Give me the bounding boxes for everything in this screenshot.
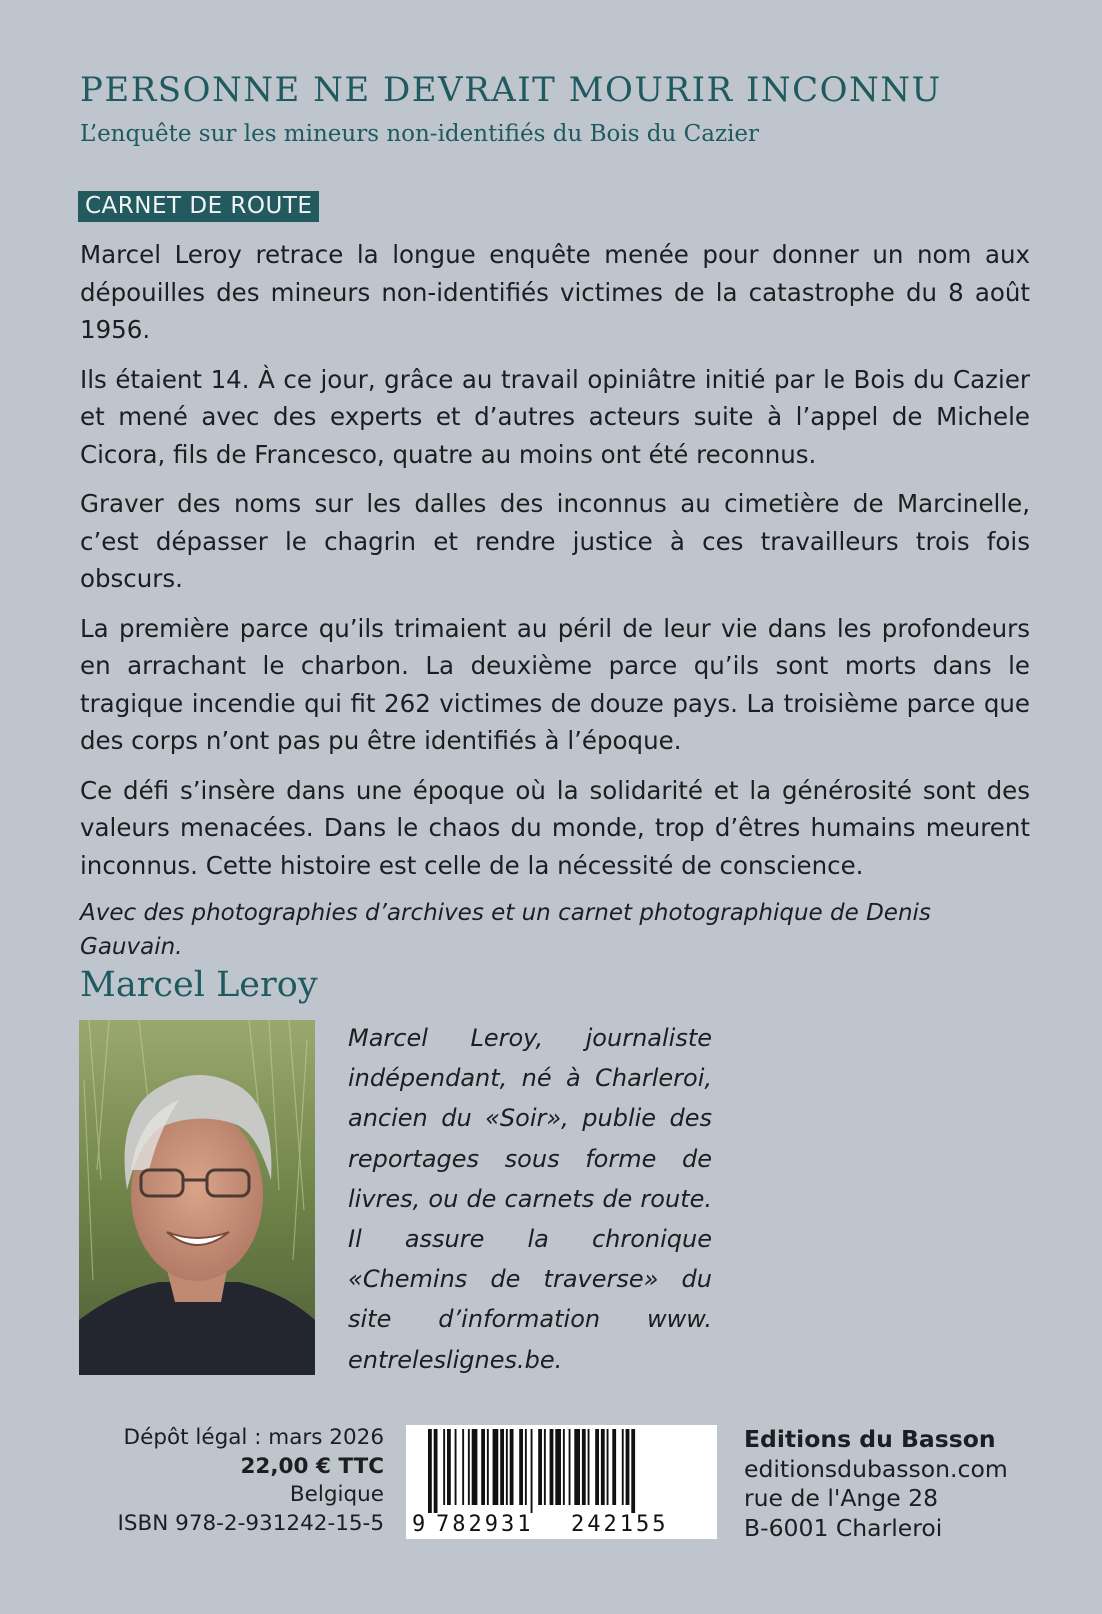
- barcode-bar: [544, 1429, 546, 1505]
- publisher-name: Editions du Basson: [744, 1425, 996, 1453]
- barcode-bar: [455, 1429, 457, 1505]
- series-label: CARNET DE ROUTE: [78, 191, 319, 222]
- barcode-graphic: [406, 1425, 717, 1539]
- barcode-bar: [472, 1429, 478, 1505]
- barcode-bar: [510, 1429, 514, 1505]
- photo-credit: Avec des photographies d’archives et un carnet photographique de Denis Gauvain.: [80, 900, 931, 960]
- synopsis: [80, 236, 1030, 976]
- legal-info: [84, 1424, 384, 1538]
- barcode-bar: [443, 1429, 445, 1505]
- book-title: PERSONNE NE DEVRAIT MOURIR INCONNU: [80, 70, 942, 110]
- barcode-bar: [481, 1429, 485, 1505]
- barcode-bar: [631, 1429, 635, 1513]
- barcode-bar: [447, 1429, 451, 1505]
- country: Belgique: [289, 1482, 384, 1507]
- isbn: ISBN 978-2-931242-15-5: [117, 1510, 384, 1536]
- barcode-bar: [538, 1429, 542, 1505]
- barcode-bar: [500, 1429, 504, 1505]
- book-price: 22,00 € TTC: [240, 1453, 384, 1479]
- synopsis-paragraph: Marcel Leroy retrace la longue enquête menée pour donner un nom aux dépouilles des mineurs non-identifiés victimes de la catastrophe du 8 août 1956.: [80, 240, 1030, 344]
- isbn-barcode: [406, 1425, 717, 1539]
- author-bio: Marcel Leroy, journaliste indépendant, né à Charleroi, ancien du «Soir», publie des reportages sous forme de livres, ou de carnets de route. Il assure la chronique «Chemins de traverse» du site d’information www. entreleslignes.be.: [348, 1024, 712, 1374]
- barcode-bar: [487, 1429, 489, 1505]
- publisher-city: B-6001 Charleroi: [744, 1513, 943, 1542]
- barcode-digits-left: 782931: [436, 1512, 534, 1537]
- publisher-street: rue de l'Ange 28: [744, 1484, 939, 1512]
- barcode-bar: [601, 1429, 605, 1505]
- barcode-bar: [462, 1429, 464, 1505]
- barcode-bar: [563, 1429, 565, 1505]
- synopsis-paragraph: Ils étaient 14. À ce jour, grâce au travail opiniâtre initié par le Bois du Cazier et mené avec des experts et d’autres acteurs suite à l’appel de Michele Cicora, fils de Francesco, quatre au moins ont été reconnus.: [80, 364, 1030, 469]
- barcode-bar: [569, 1429, 571, 1505]
- barcode-bar: [595, 1429, 599, 1505]
- legal-deposit: Dépôt légal : mars 2026: [123, 1425, 384, 1450]
- barcode-bar: [506, 1429, 508, 1505]
- synopsis-paragraph: Graver des noms sur les dalles des inconnus au cimetière de Marcinelle, c’est dépasser le chagrin et rendre justice à ces travailleurs trois fois obscurs.: [80, 489, 1030, 593]
- synopsis-paragraph: Ce défi s’insère dans une époque où la solidarité et la générosité sont des valeurs menacées. Dans le chaos du monde, trop d’êtres humains meurent inconnus. Cette histoire est celle de la nécessité de conscience.: [80, 775, 1030, 880]
- barcode-bar: [582, 1429, 586, 1505]
- barcode-bar: [607, 1429, 609, 1505]
- barcode-digits-right: 242155: [571, 1512, 669, 1537]
- barcode-bar: [519, 1429, 523, 1505]
- barcode-bar: [434, 1429, 438, 1513]
- barcode-bar: [550, 1429, 554, 1505]
- barcode-bar: [555, 1429, 561, 1505]
- synopsis-paragraph: La première parce qu’ils trimaient au péril de leur vie dans les profondeurs en arrachant le charbon. La deuxième parce qu’ils sont morts dans le tragique incendie qui fit 262 victimes de douze pays. La troisième parce que des corps n’ont pas pu être identifiés à l’époque.: [80, 613, 1030, 755]
- barcode-bar: [531, 1429, 533, 1513]
- book-subtitle: L’enquête sur les mineurs non-identifiés du Bois du Cazier: [80, 121, 760, 147]
- barcode-bar: [622, 1429, 624, 1505]
- barcode-bar: [468, 1429, 470, 1505]
- barcode-bar: [493, 1429, 499, 1505]
- publisher-info: [744, 1425, 1008, 1543]
- barcode-bar: [588, 1429, 590, 1505]
- barcode-first-digit: 9: [412, 1512, 426, 1537]
- publisher-website[interactable]: editionsdubasson.com: [744, 1454, 1008, 1483]
- barcode-bar: [525, 1429, 527, 1505]
- barcode-bar: [612, 1429, 616, 1505]
- portrait-illustration: [79, 1020, 315, 1375]
- barcode-bar: [428, 1429, 432, 1513]
- author-name: Marcel Leroy: [80, 965, 318, 1005]
- author-portrait: [79, 1020, 315, 1375]
- barcode-bar: [626, 1429, 630, 1505]
- barcode-bar: [574, 1429, 580, 1505]
